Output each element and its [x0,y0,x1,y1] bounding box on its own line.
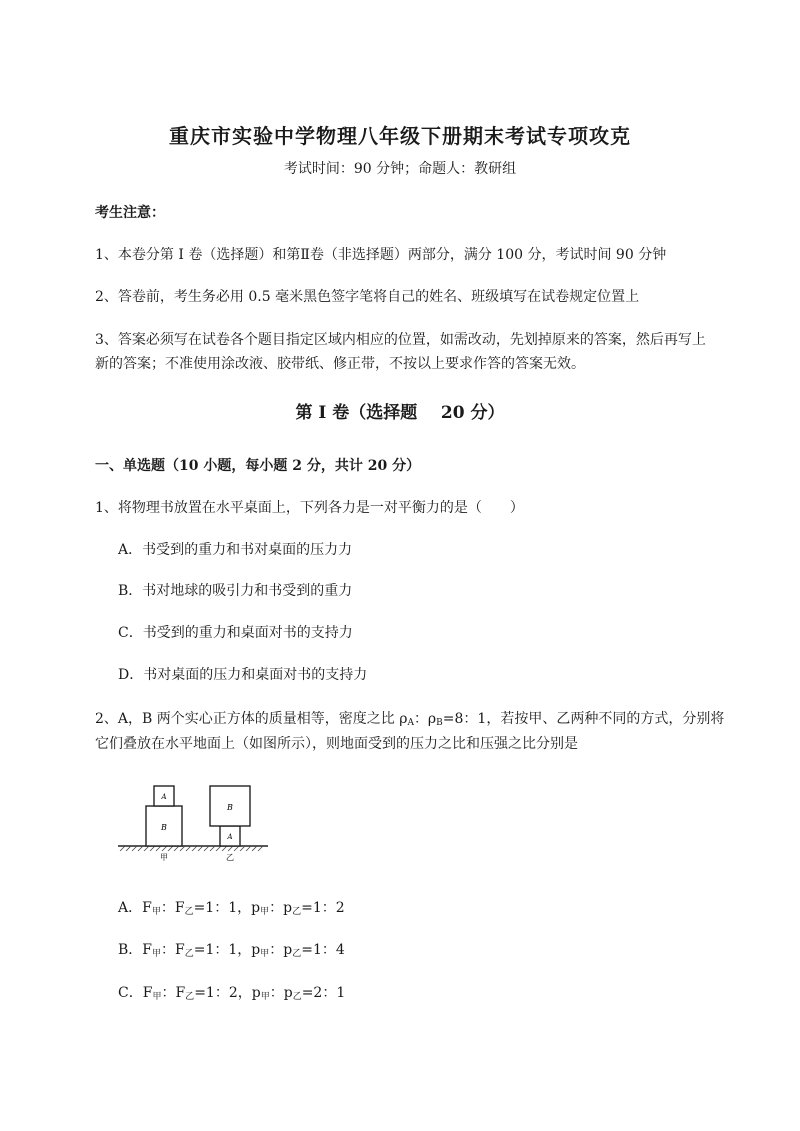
question-1-option-c: C．书受到的重力和桌面对书的支持力 [118,625,353,641]
exam-subtitle: 考试时间：90 分钟；命题人：教研组 [283,161,517,177]
option-subscript: 乙 [292,992,302,1002]
question-1-option-a: A．书受到的重力和书对桌面的压力力 [118,542,353,558]
option-subscript: 乙 [292,949,302,959]
stem-text: =8：1，若按甲、乙两种不同的方式，分别将 [442,711,725,727]
yi-block-b-label: B [227,803,233,812]
option-text: =1：2，p [194,985,261,1001]
part-heading: 一、单选题（10 小题，每小题 2 分，共计 20 分） [95,458,421,474]
figure-label-jia: 甲 [160,853,168,862]
option-text: ：p [269,942,293,958]
section-title: 第 I 卷（选择题 20 分） [295,403,505,423]
question-2-option-b [118,940,345,964]
question-2-option-a [118,898,345,922]
option-text: =1：2 [301,900,345,916]
option-subscript: 乙 [184,949,194,959]
option-subscript: 甲 [260,949,270,959]
option-subscript: 甲 [152,949,162,959]
option-text: ：p [269,985,293,1001]
question-2-stem [95,707,725,735]
option-text: B．F [118,942,153,958]
option-subscript: 乙 [185,992,195,1002]
option-text: C．F [118,985,153,1001]
option-subscript: 甲 [260,992,270,1002]
option-text: ：F [161,942,185,958]
option-text: A．F [118,900,152,916]
question-1-option-b: B．书对地球的吸引力和书受到的重力 [118,583,353,599]
figure-label-yi: 乙 [226,853,234,862]
option-text: =1：4 [301,942,345,958]
question-2-option-c [118,983,345,1007]
stem-text: 2、A，B 两个实心正方体的质量相等，密度之比 ρ [95,711,408,727]
option-text: =1：1，p [193,900,261,916]
notice-item-1: 1、本卷分第 I 卷（选择题）和第Ⅱ卷（非选择题）两部分，满分 100 分，考试时间 90 分钟 [95,247,667,263]
stem-text: ：ρ [413,711,437,727]
option-subscript: 乙 [184,907,194,917]
jia-block-b-label: B [161,823,167,832]
subscript-a: A [407,718,414,728]
exam-title: 重庆市实验中学物理八年级下册期末考试专项攻克 [169,124,631,148]
stacked-blocks-figure [118,780,268,865]
notice-item-2: 2、答卷前，考生务必用 0.5 毫米黑色签字笔将自己的姓名、班级填写在试卷规定位置上 [95,289,640,305]
option-text: =1：1，p [193,942,261,958]
option-text: ：F [161,985,186,1001]
question-1-option-d: D．书对桌面的压力和桌面对书的支持力 [118,667,368,683]
yi-block-a-label: A [227,833,233,841]
notice-item-3: 3、答案必须写在试卷各个题目指定区域内相应的位置，如需改动，先划掉原来的答案，然后再写上新的答案；不准使用涂改液、胶带纸、修正带，不按以上要求作答的答案无效。 [95,332,706,372]
notice-heading: 考生注意： [95,205,165,221]
option-text: ：p [269,900,293,916]
option-subscript: 甲 [152,992,162,1002]
subscript-b: B [436,718,443,728]
option-text: ：F [160,900,185,916]
option-subscript: 乙 [292,907,302,917]
jia-block-a-label: A [161,793,167,801]
option-subscript: 甲 [260,907,270,917]
option-text: =2：1 [301,985,346,1001]
option-subscript: 甲 [151,907,161,917]
question-2-stem-line-2: 它们叠放在水平地面上（如图所示），则地面受到的压力之比和压强之比分别是 [95,736,578,752]
question-1-stem: 1、将物理书放置在水平桌面上，下列各力是一对平衡力的是（ ） [95,500,524,516]
